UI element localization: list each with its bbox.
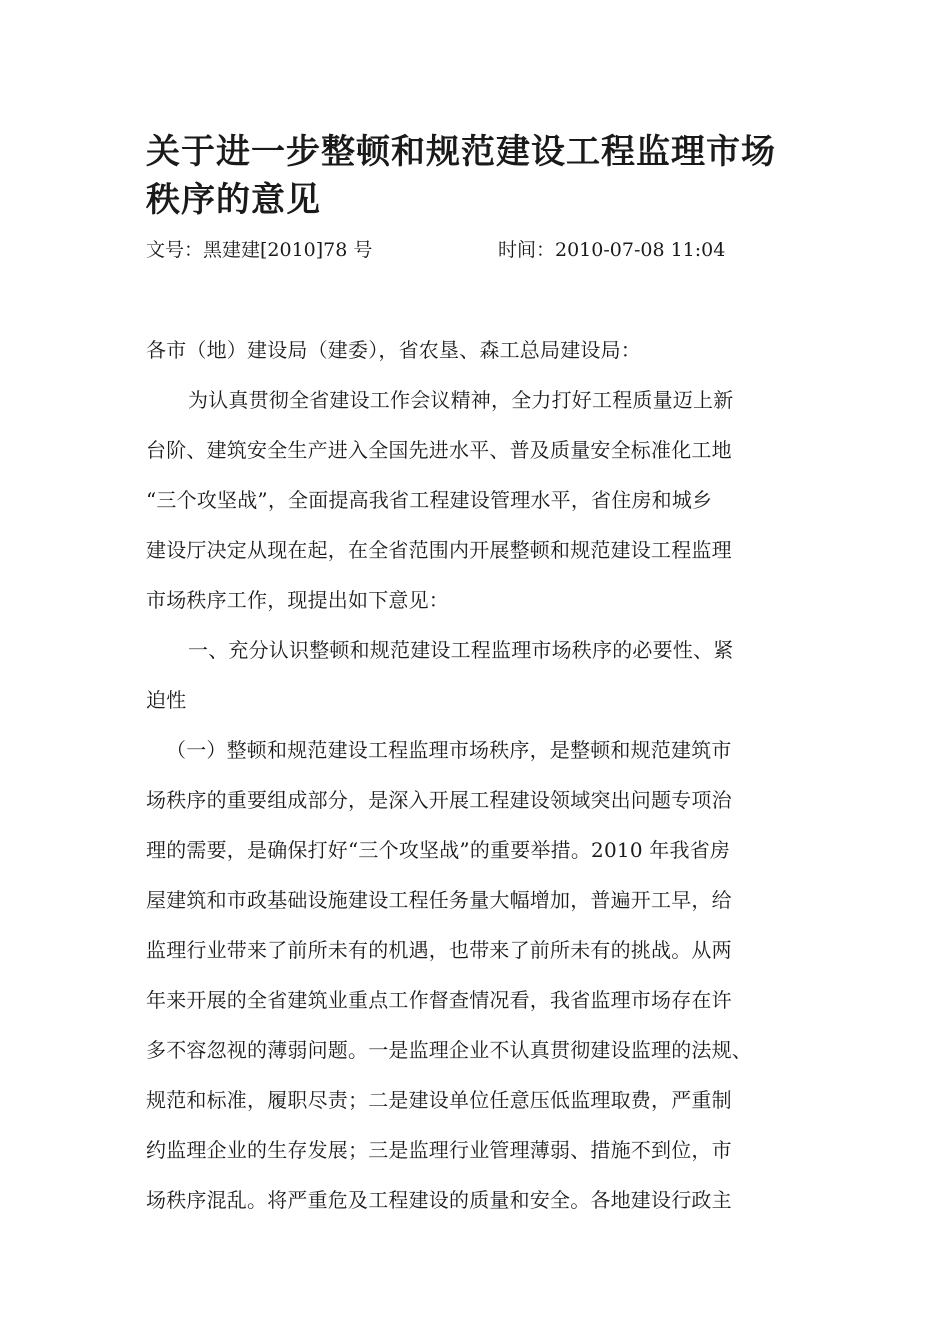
document-time: 时间：2010-07-08 11:04 — [498, 239, 726, 261]
document-title — [146, 128, 826, 224]
title-line: 关于进一步整顿和规范建设工程监理市场 — [146, 132, 776, 172]
paragraph-line: 监理行业带来了前所未有的机遇，也带来了前所未有的挑战。从两 — [146, 938, 732, 962]
paragraph-line: 多不容忽视的薄弱问题。一是监理企业不认真贯彻建设监理的法规、 — [146, 1038, 752, 1062]
title-line: 秩序的意见 — [146, 180, 321, 220]
section-heading-line: 一、充分认识整顿和规范建设工程监理市场秩序的必要性、紧 — [188, 638, 734, 662]
paragraph-line: 理的需要，是确保打好“三个攻坚战”的重要举措。2010 年我省房 — [146, 838, 731, 862]
paragraph-line: 台阶、建筑安全生产进入全国先进水平、普及质量安全标准化工地 — [146, 438, 732, 462]
paragraph-line: 场秩序混乱。将严重危及工程建设的质量和安全。各地建设行政主 — [146, 1188, 732, 1212]
paragraph-line: 年来开展的全省建筑业重点工作督查情况看，我省监理市场存在许 — [146, 988, 732, 1012]
paragraph-line: （一）整顿和规范建设工程监理市场秩序，是整顿和规范建筑市 — [166, 738, 732, 762]
paragraph-line: 建设厅决定从现在起，在全省范围内开展整顿和规范建设工程监理 — [146, 538, 732, 562]
salutation-line: 各市（地）建设局（建委），省农垦、森工总局建设局： — [146, 338, 641, 362]
paragraph-line: 场秩序的重要组成部分，是深入开展工程建设领域突出问题专项治 — [146, 788, 732, 812]
paragraph-line: 屋建筑和市政基础设施建设工程任务量大幅增加，普遍开工早，给 — [146, 888, 732, 912]
paragraph-line: 规范和标准，履职尽责；二是建设单位任意压低监理取费，严重制 — [146, 1088, 732, 1112]
paragraph-line: 市场秩序工作，现提出如下意见： — [146, 588, 449, 612]
paragraph-line: 约监理企业的生存发展；三是监理行业管理薄弱、措施不到位，市 — [146, 1138, 732, 1162]
paragraph-line: “三个攻坚战”，全面提高我省工程建设管理水平，省住房和城乡 — [146, 488, 713, 512]
section-heading-line: 迫性 — [146, 688, 187, 712]
document-number: 文号：黑建建[2010]78 号 — [146, 239, 373, 261]
paragraph-line: 为认真贯彻全省建设工作会议精神，全力打好工程质量迈上新 — [188, 388, 734, 412]
